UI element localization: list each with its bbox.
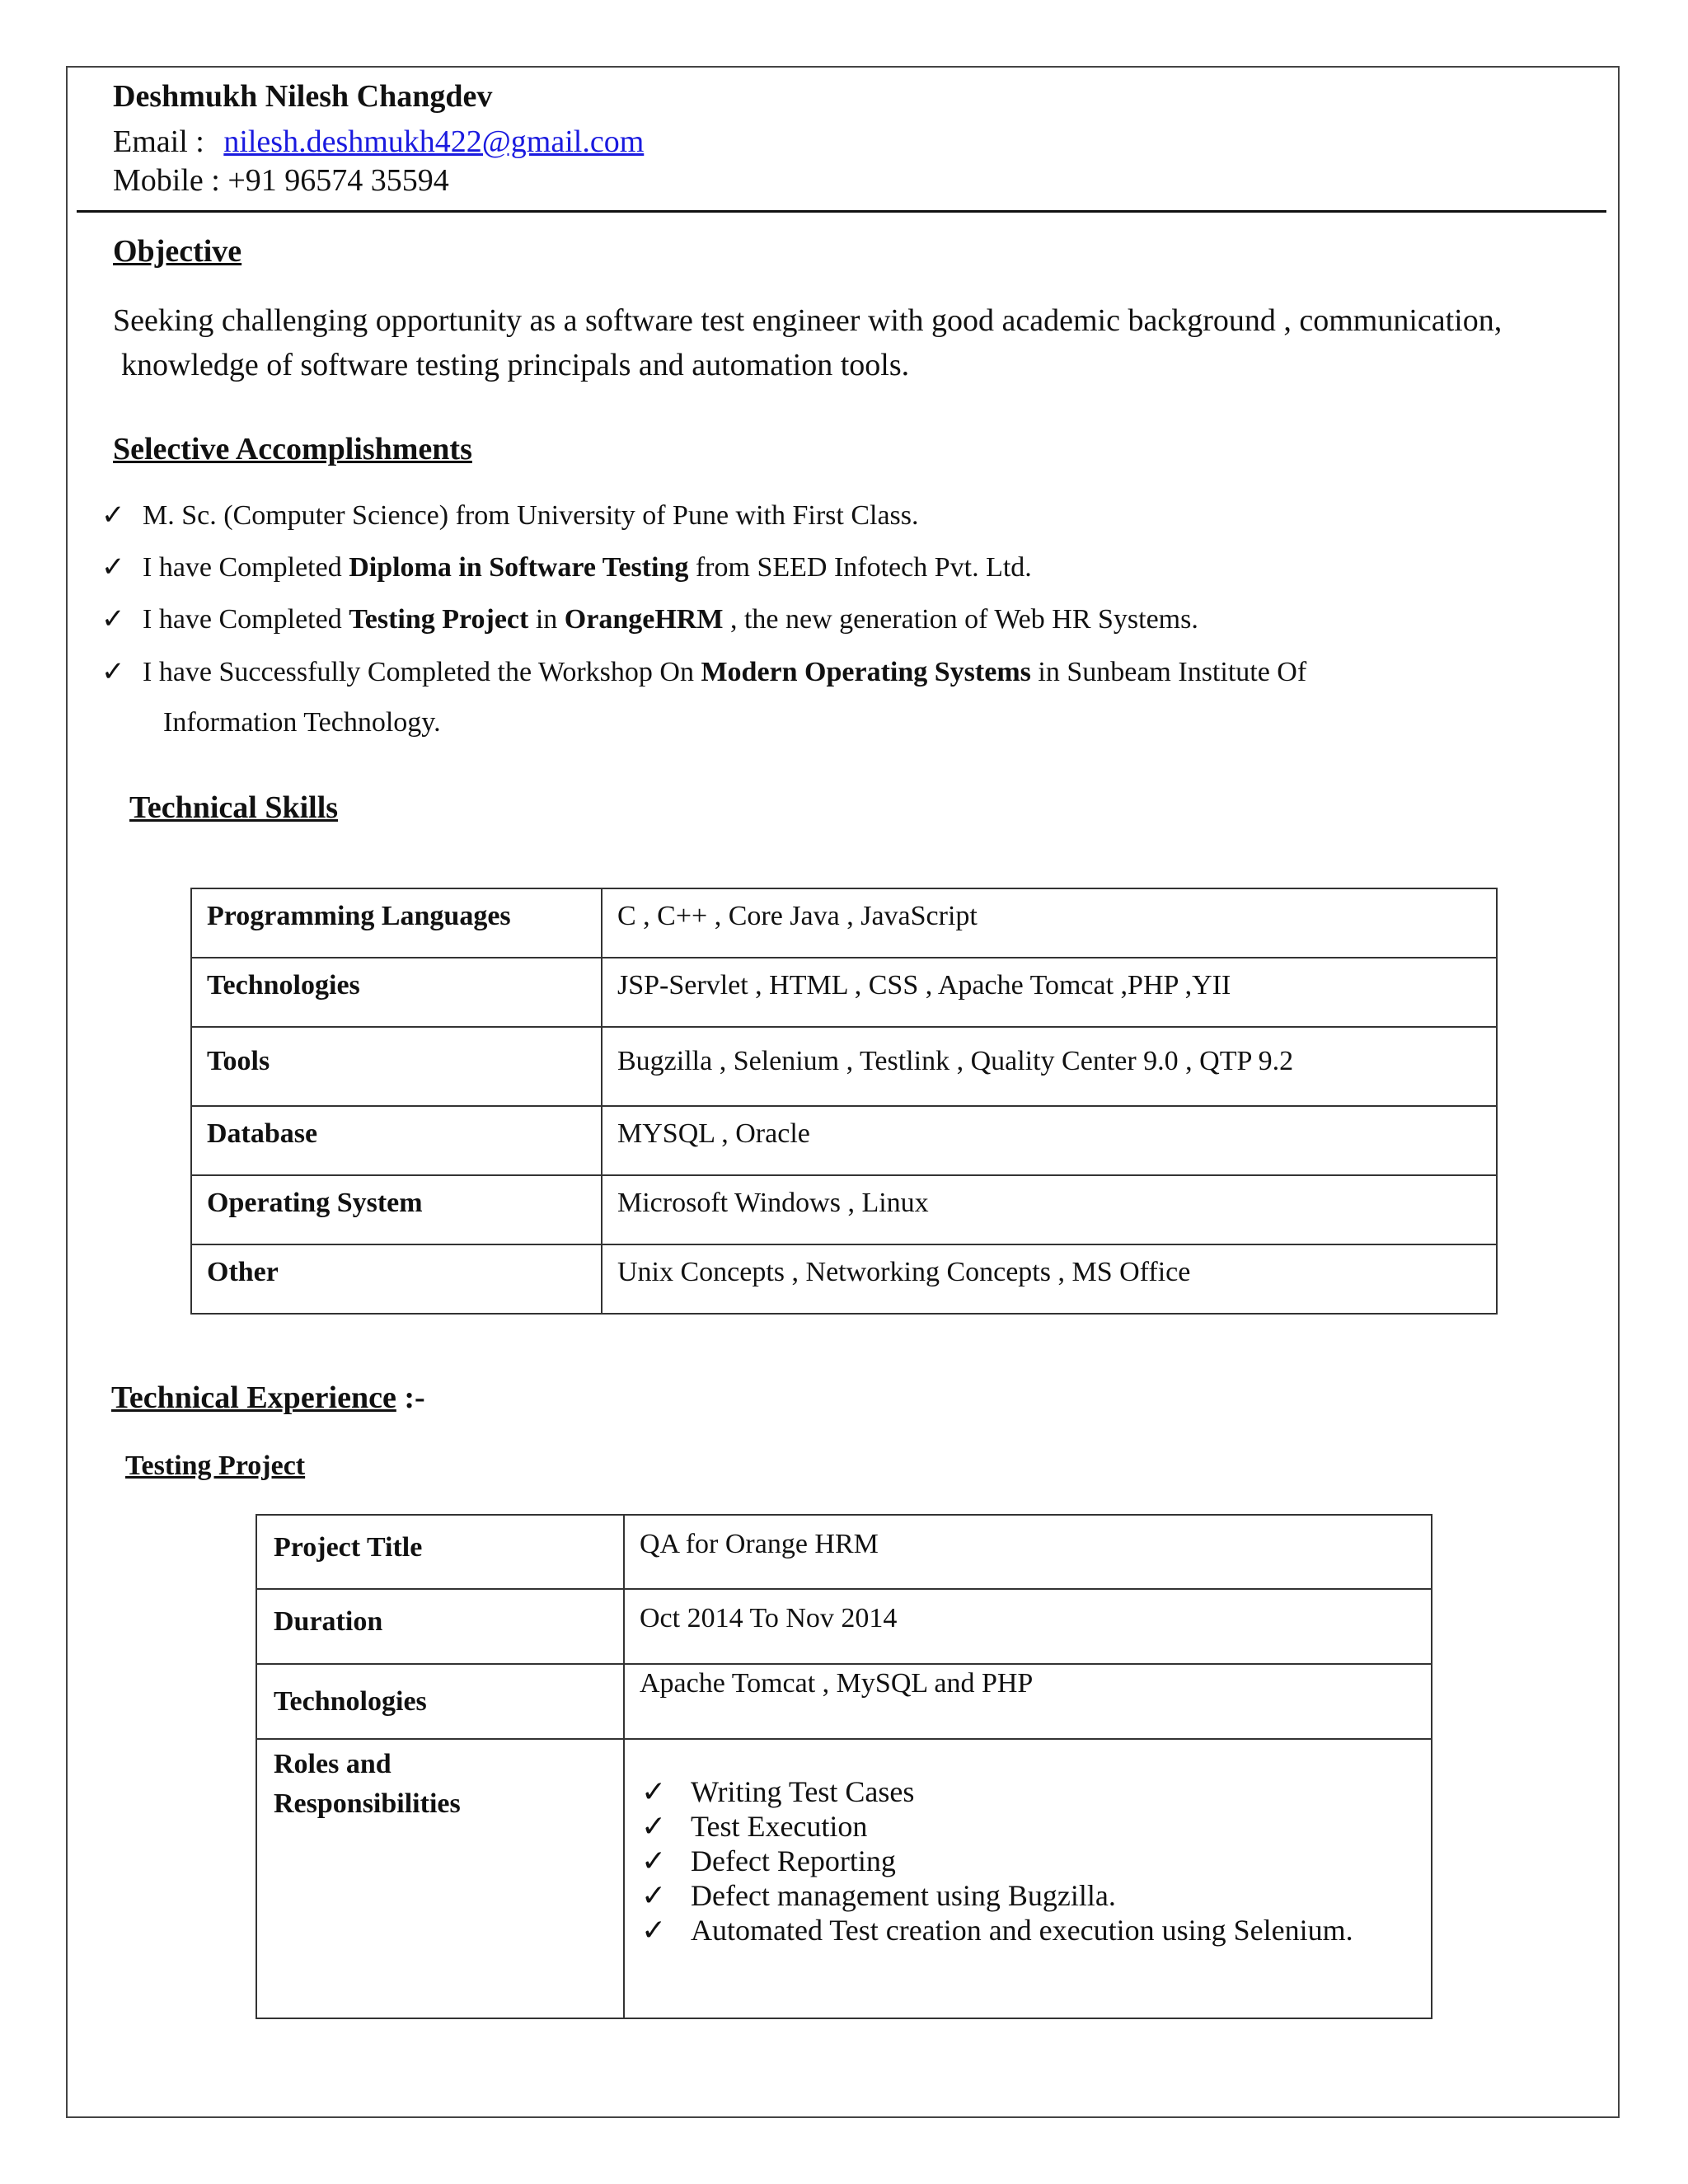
skill-category: Other — [191, 1244, 602, 1314]
mobile-label: Mobile : — [113, 163, 228, 198]
table-row — [191, 1106, 1497, 1175]
skill-value: Unix Concepts , Networking Concepts , MS Office — [602, 1244, 1497, 1314]
project-title-value: QA for Orange HRM — [624, 1515, 1432, 1589]
list-item: ✓ Defect management using Bugzilla. — [641, 1879, 1116, 1912]
duration-value: Oct 2014 To Nov 2014 — [624, 1589, 1432, 1664]
project-title-label: Project Title — [256, 1515, 624, 1589]
skill-category: Tools — [191, 1027, 602, 1106]
table-row — [256, 1664, 1432, 1739]
table-row — [256, 1515, 1432, 1589]
checkmark-icon: ✓ — [101, 657, 125, 687]
objective-line-2: knowledge of software testing principals and automation tools. — [121, 348, 910, 382]
accomplishment-item: ✓ I have Completed Diploma in Software Testing from SEED Infotech Pvt. Ltd. — [101, 552, 1032, 583]
checkmark-icon: ✓ — [101, 604, 125, 635]
skill-category: Technologies — [191, 958, 602, 1027]
technologies-label: Technologies — [256, 1664, 624, 1739]
table-row — [256, 1589, 1432, 1664]
accomplishment-item: ✓ M. Sc. (Computer Science) from University of Pune with First Class. — [101, 500, 919, 531]
table-row — [191, 1175, 1497, 1244]
skill-value: C , C++ , Core Java , JavaScript — [602, 888, 1497, 958]
mobile-number: +91 96574 35594 — [227, 163, 449, 198]
skill-value: JSP-Servlet , HTML , CSS , Apache Tomcat ,PHP ,YII — [602, 958, 1497, 1027]
experience-heading: Technical Experience — [111, 1380, 396, 1415]
technologies-value: Apache Tomcat , MySQL and PHP — [624, 1664, 1432, 1739]
skill-value: Microsoft Windows , Linux — [602, 1175, 1497, 1244]
table-row — [191, 888, 1497, 958]
accomplishment-item: ✓ I have Successfully Completed the Workshop On Modern Operating Systems in Sunbeam Institute Of — [101, 657, 1307, 687]
roles-value — [624, 1739, 1432, 2018]
skill-category: Database — [191, 1106, 602, 1175]
objective-heading: Objective — [113, 234, 242, 269]
checkmark-icon: ✓ — [641, 1810, 667, 1843]
table-row — [191, 1244, 1497, 1314]
roles-list — [641, 1774, 1416, 1947]
checkmark-icon: ✓ — [641, 1775, 667, 1808]
list-item: ✓ Test Execution — [641, 1810, 868, 1843]
email-label: Email : — [113, 124, 213, 159]
objective-line-1: Seeking challenging opportunity as a software test engineer with good academic background , communication, — [113, 303, 1503, 338]
skill-category: Programming Languages — [191, 888, 602, 958]
checkmark-icon: ✓ — [641, 1879, 667, 1912]
experience-heading-line — [111, 1380, 425, 1416]
list-item: ✓ Writing Test Cases — [641, 1775, 915, 1808]
email-link[interactable]: nilesh.deshmukh422@gmail.com — [223, 124, 645, 159]
accomplishment-item-continuation: Information Technology. — [163, 707, 441, 738]
skill-value: Bugzilla , Selenium , Testlink , Quality Center 9.0 , QTP 9.2 — [602, 1027, 1497, 1106]
duration-label: Duration — [256, 1589, 624, 1664]
testing-project-heading: Testing Project — [125, 1451, 306, 1481]
table-row — [191, 958, 1497, 1027]
list-item: ✓ Automated Test creation and execution using Selenium. — [641, 1914, 1353, 1947]
accomplishment-item: ✓ I have Completed Testing Project in OrangeHRM , the new generation of Web HR Systems. — [101, 604, 1198, 635]
project-table — [256, 1514, 1432, 2019]
checkmark-icon: ✓ — [101, 500, 125, 531]
checkmark-icon: ✓ — [641, 1914, 667, 1947]
list-item: ✓ Defect Reporting — [641, 1844, 896, 1877]
mobile-line — [113, 162, 449, 199]
roles-label: Roles and Responsibilities — [256, 1739, 624, 2018]
skills-heading: Technical Skills — [129, 790, 339, 825]
experience-heading-suffix: :- — [396, 1380, 425, 1415]
email-line — [113, 124, 644, 160]
skill-category: Operating System — [191, 1175, 602, 1244]
table-row — [256, 1739, 1432, 2018]
accomplishments-heading: Selective Accomplishments — [113, 432, 472, 466]
candidate-name: Deshmukh Nilesh Changdev — [113, 79, 493, 114]
checkmark-icon: ✓ — [641, 1844, 667, 1877]
skill-value: MYSQL , Oracle — [602, 1106, 1497, 1175]
table-row — [191, 1027, 1497, 1106]
checkmark-icon: ✓ — [101, 552, 125, 583]
header-divider — [77, 210, 1606, 213]
skills-table — [190, 888, 1498, 1315]
